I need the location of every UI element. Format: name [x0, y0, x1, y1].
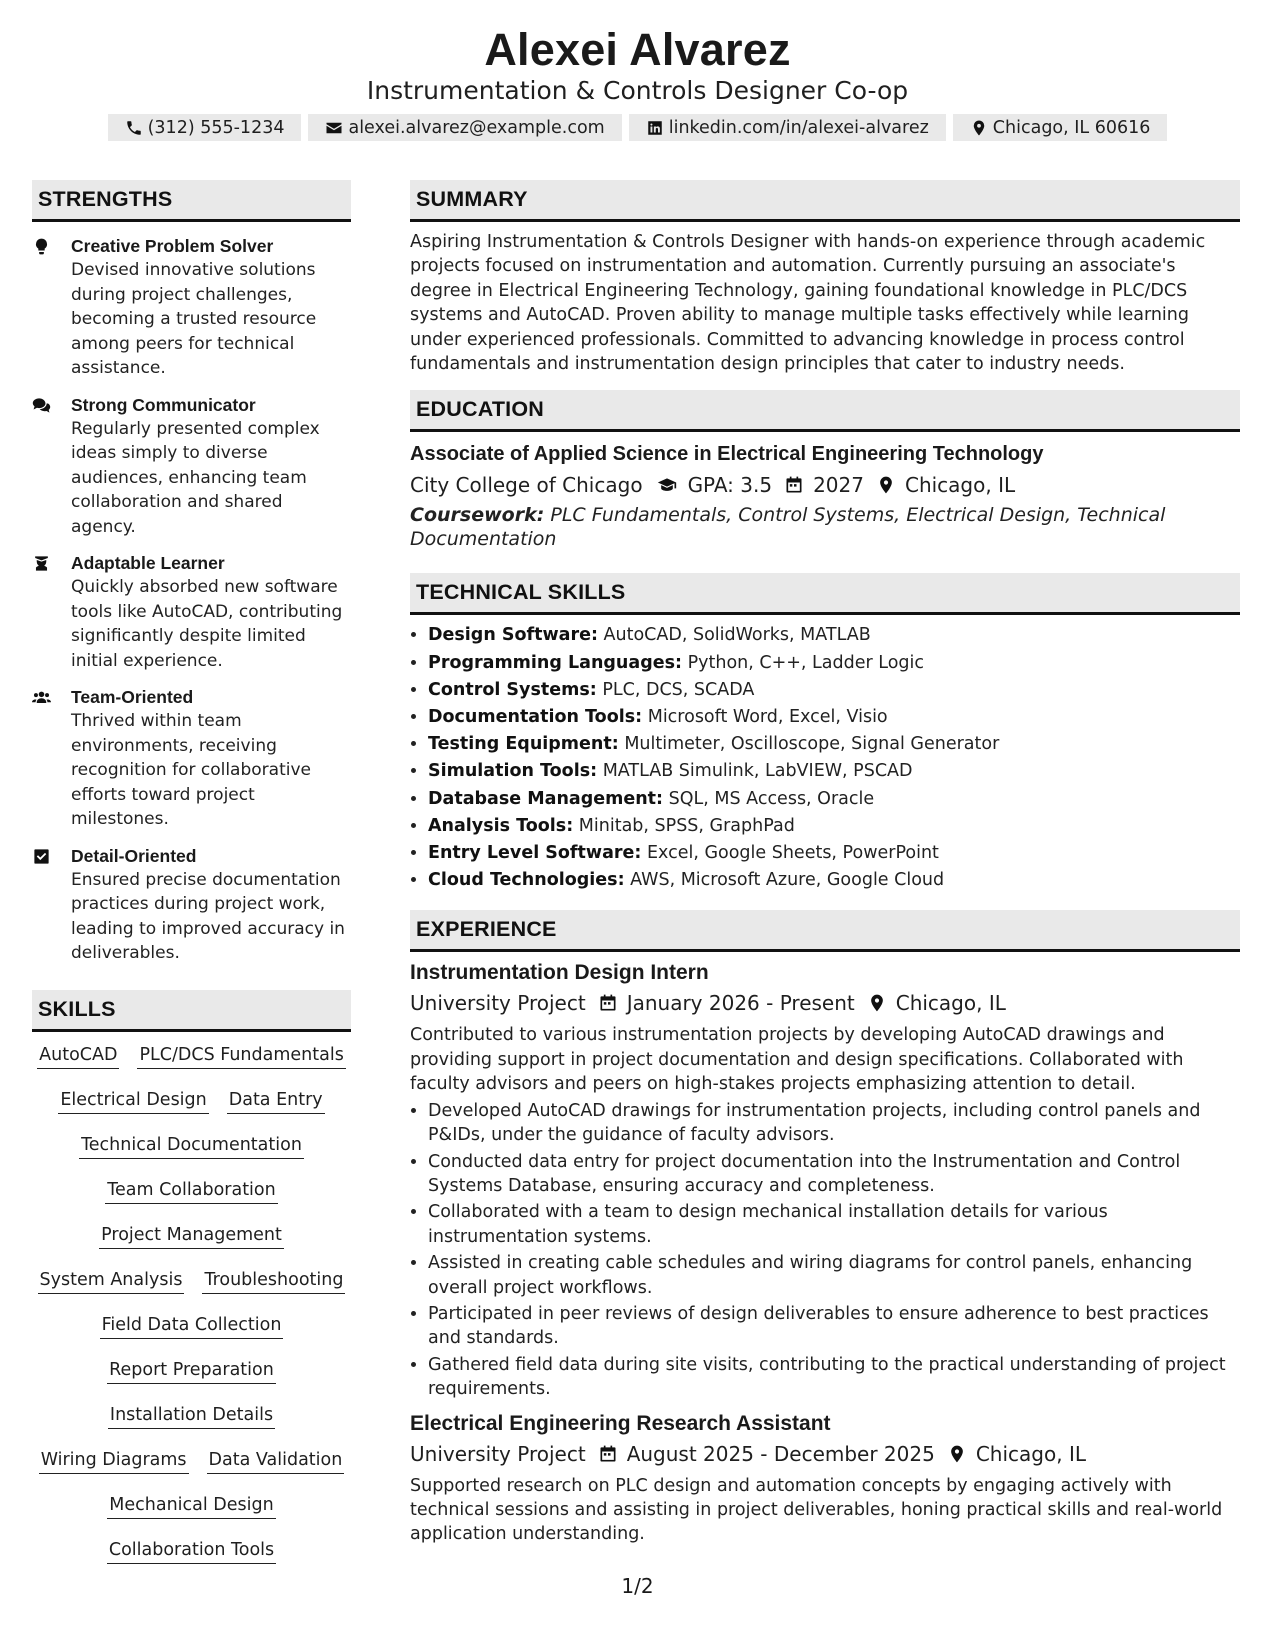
skill-label: Entry Level Software: — [428, 843, 642, 864]
strength-desc: Ensured precise documentation practices during project work, leading to improved accuracy in deliverables. — [71, 869, 345, 963]
skill-row — [32, 1482, 351, 1527]
skill-tag: Troubleshooting — [202, 1268, 345, 1294]
calendar-icon — [784, 475, 804, 495]
skill-tag: Team Collaboration — [105, 1178, 277, 1204]
skill-row — [32, 1122, 351, 1167]
skill-label: Cloud Technologies: — [428, 870, 625, 891]
list-item: • Participated in peer reviews of design deliverables to ensure adherence to best practices and standards. — [428, 1302, 1240, 1351]
skill-tag: PLC/DCS Fundamentals — [137, 1043, 345, 1069]
job-entry — [410, 959, 1240, 1401]
strength-item — [32, 844, 351, 966]
education-heading: EDUCATION — [410, 390, 1240, 432]
skill-tag: Field Data Collection — [100, 1313, 284, 1339]
skill-row — [32, 1077, 351, 1122]
right-column — [410, 180, 1240, 1547]
lightbulb-icon — [32, 237, 51, 256]
skill-tag: Mechanical Design — [107, 1493, 275, 1519]
graduation-cap-icon — [655, 475, 679, 495]
skill-value: MATLAB Simulink, LabVIEW, PSCAD — [602, 761, 913, 782]
list-item — [428, 867, 1240, 894]
skill-value: AWS, Microsoft Azure, Google Cloud — [630, 870, 945, 891]
list-item — [428, 622, 1240, 649]
strength-title: Adaptable Learner — [71, 553, 225, 573]
skill-value: Python, C++, Ladder Logic — [687, 652, 925, 673]
list-item — [428, 704, 1240, 731]
skill-label: Programming Languages: — [428, 652, 683, 673]
list-item: • Conducted data entry for project documentation into the Instrumentation and Control Systems Database, ensuring accuracy and completeness. — [428, 1150, 1240, 1199]
job-meta — [410, 989, 1240, 1017]
job-org: University Project — [410, 991, 586, 1016]
skills-list — [32, 1032, 351, 1572]
strength-item — [32, 551, 351, 673]
skill-tag: AutoCAD — [37, 1043, 119, 1069]
job-meta — [410, 1440, 1240, 1468]
checkbox-icon — [32, 847, 51, 866]
strength-item — [32, 685, 351, 832]
map-pin-icon — [876, 475, 896, 495]
strength-desc: Quickly absorbed new software tools like AutoCAD, contributing significantly despite limited initial experience. — [71, 577, 343, 671]
job-summary: Contributed to various instrumentation projects by developing AutoCAD drawings and providing support in project documentation and design specifications. Collaborated with faculty advisors and peers on high-stakes projects emphasizing attention to detail. — [410, 1025, 1184, 1095]
skill-tag: Data Validation — [207, 1448, 345, 1474]
page-number: 1/2 — [621, 1574, 654, 1598]
skill-label: Testing Equipment: — [428, 734, 619, 755]
list-item — [428, 677, 1240, 704]
coursework-list: PLC Fundamentals, Control Systems, Electrical Design, Technical Documentation — [410, 504, 1166, 551]
skill-label: Simulation Tools: — [428, 761, 598, 782]
job-title: Instrumentation Design Intern — [410, 961, 709, 985]
technical-skills-heading: TECHNICAL SKILLS — [410, 573, 1240, 615]
job-location: Chicago, IL — [975, 1441, 1086, 1466]
skill-row — [32, 1257, 351, 1302]
list-item — [428, 731, 1240, 758]
contact-bar — [0, 114, 1275, 141]
list-item — [428, 840, 1240, 867]
skill-tag: System Analysis — [38, 1268, 185, 1294]
skill-value: SQL, MS Access, Oracle — [668, 788, 875, 809]
job-org: University Project — [410, 1441, 586, 1466]
contact-location — [953, 114, 1168, 141]
graduate-icon — [32, 554, 51, 573]
list-item — [428, 786, 1240, 813]
job-title: Electrical Engineering Research Assistant — [410, 1411, 831, 1435]
contact-linkedin-text: linkedin.com/in/alexei-alvarez — [668, 117, 929, 138]
calendar-icon — [598, 993, 618, 1013]
map-pin-icon — [947, 1444, 967, 1464]
map-pin-icon — [970, 119, 988, 137]
skill-tag: Technical Documentation — [79, 1133, 304, 1159]
technical-skills-list — [410, 622, 1240, 894]
strength-title: Detail-Oriented — [71, 845, 197, 866]
strength-desc: Regularly presented complex ideas simply to diverse audiences, enhancing team collaboration and shared agency. — [71, 418, 320, 537]
job-dates: August 2025 - December 2025 — [626, 1441, 935, 1466]
contact-phone[interactable] — [108, 114, 302, 141]
skill-label: Analysis Tools: — [428, 815, 574, 836]
skill-label: Design Software: — [428, 625, 598, 646]
users-icon — [32, 688, 51, 707]
skill-row — [32, 1167, 351, 1212]
list-item: • Collaborated with a team to design mechanical installation details for various instrumentation systems. — [428, 1200, 1240, 1249]
job-bullets — [410, 1099, 1240, 1402]
candidate-title: Instrumentation & Controls Designer Co-op — [366, 76, 909, 105]
list-item: • Assisted in creating cable schedules and wiring diagrams for control panels, enhancing overall project workflows. — [428, 1251, 1240, 1300]
comments-icon — [32, 396, 51, 415]
skill-tag: Installation Details — [108, 1403, 275, 1429]
strength-title: Strong Communicator — [71, 394, 256, 415]
contact-location-text: Chicago, IL 60616 — [992, 117, 1151, 138]
summary-text: Aspiring Instrumentation & Controls Designer with hands-on experience through academic projects focused on instrumentation and automation. Currently pursuing an associate's degree in Electrical Engineering Technology, gaining foundational knowledge in PLC/DCS systems and AutoCAD. Proven ability to manage multiple tasks effectively while learning under experienced professionals. Committed to advancing knowledge in process control fundamentals and instrumentation design principles that cater to industry needs. — [410, 232, 1206, 375]
contact-phone-text: (312) 555-1234 — [147, 117, 285, 138]
skill-row — [32, 1302, 351, 1347]
contact-email[interactable] — [308, 114, 621, 141]
strength-item — [32, 234, 351, 381]
skill-value: AutoCAD, SolidWorks, MATLAB — [603, 625, 871, 646]
skill-value: PLC, DCS, SCADA — [602, 679, 755, 700]
candidate-name: Alexei Alvarez — [484, 24, 791, 75]
list-item — [428, 650, 1240, 677]
skill-label: Control Systems: — [428, 679, 597, 700]
skill-value: Minitab, SPSS, GraphPad — [578, 815, 795, 836]
gpa-value: GPA: 3.5 — [687, 473, 773, 498]
job-summary: Supported research on PLC design and automation concepts by engaging actively with technical sessions and assisting in project deliverables, honing practical skills and real-world application understanding. — [410, 1475, 1223, 1545]
job-location: Chicago, IL — [895, 991, 1006, 1016]
education-meta — [410, 471, 1240, 499]
strength-item — [32, 393, 351, 540]
list-item: • Developed AutoCAD drawings for instrumentation projects, including control panels and P&IDs, under the guidance of faculty advisors. — [428, 1099, 1240, 1148]
linkedin-icon — [646, 119, 664, 137]
coursework — [410, 503, 1240, 551]
grad-year: 2027 — [813, 473, 864, 498]
strength-title: Creative Problem Solver — [71, 236, 274, 256]
experience-heading: EXPERIENCE — [410, 910, 1240, 952]
skill-row — [32, 1347, 351, 1392]
skill-tag: Data Entry — [227, 1088, 325, 1114]
job-entry — [410, 1410, 1240, 1547]
list-item: • Gathered field data during site visits, contributing to the practical understanding of project requirements. — [428, 1353, 1240, 1402]
contact-email-text: alexei.alvarez@example.com — [348, 117, 605, 138]
contact-linkedin[interactable] — [629, 114, 946, 141]
skill-row — [32, 1437, 351, 1482]
phone-icon — [125, 119, 143, 137]
skill-tag: Electrical Design — [58, 1088, 208, 1114]
skill-value: Multimeter, Oscilloscope, Signal Generator — [624, 734, 1000, 755]
skill-value: Excel, Google Sheets, PowerPoint — [646, 843, 939, 864]
strength-desc: Devised innovative solutions during project challenges, becoming a trusted resource among peers for technical assistance. — [71, 260, 317, 378]
school-name: City College of Chicago — [410, 473, 643, 498]
strength-desc: Thrived within team environments, receiving recognition for collaborative efforts toward project milestones. — [71, 711, 311, 829]
skill-row — [32, 1212, 351, 1257]
skill-row — [32, 1032, 351, 1077]
skill-label: Database Management: — [428, 788, 664, 809]
skills-heading: SKILLS — [32, 990, 351, 1032]
list-item — [428, 758, 1240, 785]
strengths-heading: STRENGTHS — [32, 180, 351, 222]
degree-title: Associate of Applied Science in Electrical Engineering Technology — [410, 443, 1044, 466]
calendar-icon — [598, 1444, 618, 1464]
summary-heading: SUMMARY — [410, 180, 1240, 222]
skill-tag: Project Management — [99, 1223, 284, 1249]
skill-label: Documentation Tools: — [428, 707, 643, 728]
skill-row — [32, 1527, 351, 1572]
strength-title: Team-Oriented — [71, 687, 194, 707]
skill-tag: Wiring Diagrams — [39, 1448, 189, 1474]
map-pin-icon — [867, 993, 887, 1013]
skill-row — [32, 1392, 351, 1437]
skill-tag: Report Preparation — [107, 1358, 276, 1384]
job-dates: January 2026 - Present — [626, 991, 855, 1016]
envelope-icon — [325, 119, 343, 137]
skill-value: Microsoft Word, Excel, Visio — [647, 707, 888, 728]
school-location: Chicago, IL — [904, 473, 1016, 498]
coursework-label: Coursework: — [410, 504, 545, 527]
list-item — [428, 813, 1240, 840]
skill-tag: Collaboration Tools — [107, 1538, 276, 1564]
left-column — [32, 180, 351, 1572]
